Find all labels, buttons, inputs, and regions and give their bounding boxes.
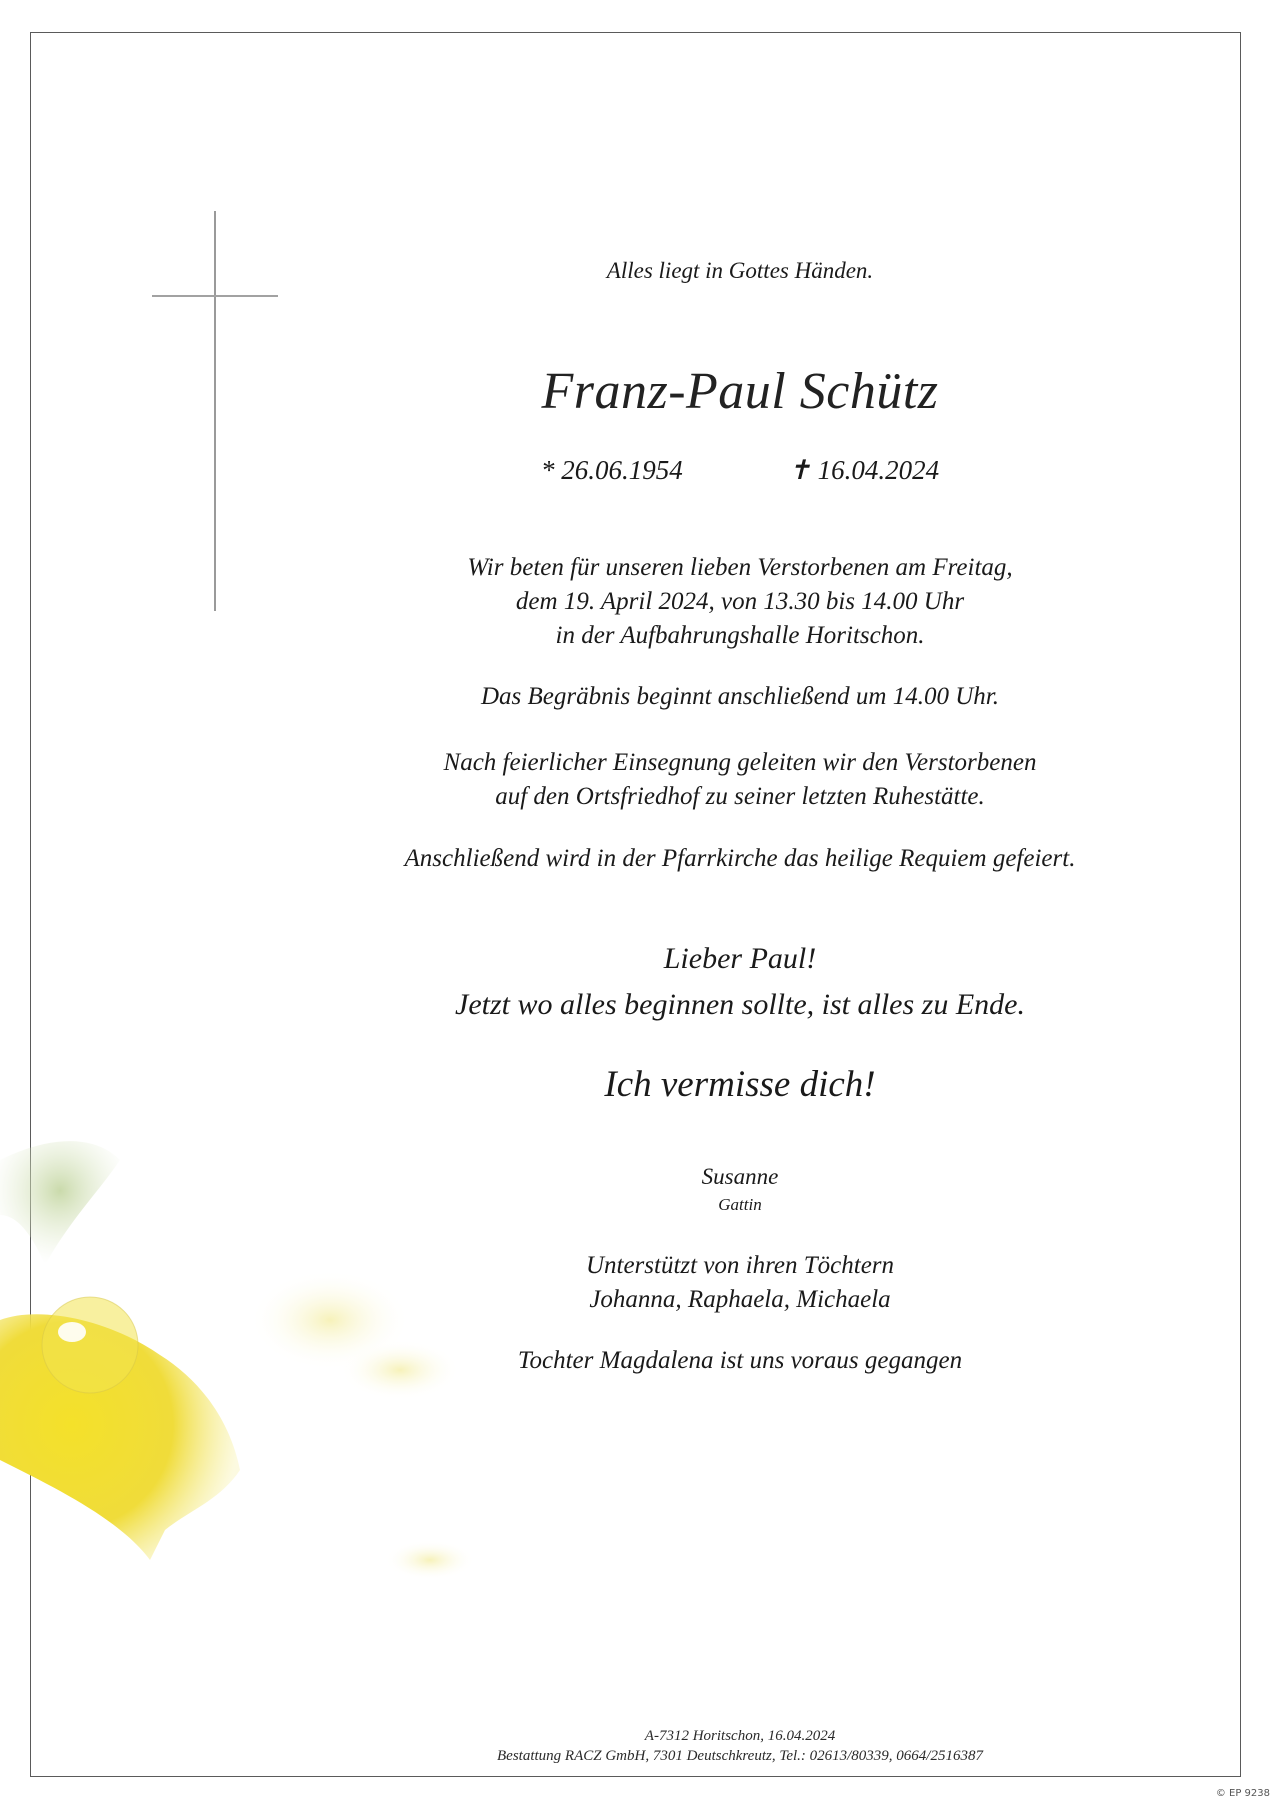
cross-icon [152, 211, 278, 611]
remembrance-line: Tochter Magdalena ist uns voraus gegangen [517, 1347, 963, 1374]
message-line: Jetzt wo alles beginnen sollte, ist alles zu Ende. [455, 988, 1025, 1021]
life-dates [300, 455, 1180, 486]
birth-date: 26.06.1954 [561, 455, 683, 485]
support-line: Unterstützt von ihren Töchtern [585, 1252, 895, 1279]
prayer-line: in der Aufbahrungshalle Horitschon. [555, 622, 925, 649]
procession-line: Nach feierlicher Einsegnung geleiten wir den Verstorbenen [443, 749, 1037, 776]
death-date: 16.04.2024 [817, 455, 940, 485]
death-cross-icon: ✝ [788, 455, 811, 485]
cross-vertical-bar [214, 211, 216, 611]
prayer-line: dem 19. April 2024, von 13.30 bis 14.00 Uhr [515, 588, 965, 615]
support-line: Johanna, Raphaela, Michaela [589, 1286, 891, 1313]
signatory-role: Gattin [718, 1195, 762, 1214]
burial-paragraph: Das Begräbnis beginnt anschließend um 14.00 Uhr. [480, 683, 1000, 710]
cross-horizontal-bar [152, 295, 278, 297]
prayer-paragraph [300, 551, 1180, 653]
procession-line: auf den Ortsfriedhof zu seiner letzten Ruhestätte. [495, 783, 985, 810]
footer [300, 1726, 1180, 1766]
birth-symbol: * [540, 455, 555, 485]
signatory-name: Susanne [701, 1164, 779, 1189]
procession-paragraph [300, 746, 1180, 814]
message-line: Lieber Paul! [663, 942, 817, 975]
footer-place-date: A-7312 Horitschon, 16.04.2024 [644, 1728, 836, 1744]
deceased-name: Franz-Paul Schütz [541, 363, 939, 420]
document-code: © EP 9238 [1215, 1788, 1270, 1799]
footer-undertaker: Bestattung RACZ GmbH, 7301 Deutschkreutz, Tel.: 02613/80339, 0664/2516387 [497, 1748, 983, 1764]
support-paragraph [300, 1249, 1180, 1317]
motto: Alles liegt in Gottes Händen. [606, 258, 874, 283]
personal-message [300, 936, 1180, 1028]
prayer-line: Wir beten für unseren lieben Verstorbenen am Freitag, [467, 554, 1013, 581]
requiem-paragraph: Anschließend wird in der Pfarrkirche das heilige Requiem gefeiert. [404, 845, 1076, 872]
closing-line: Ich vermisse dich! [604, 1064, 876, 1105]
